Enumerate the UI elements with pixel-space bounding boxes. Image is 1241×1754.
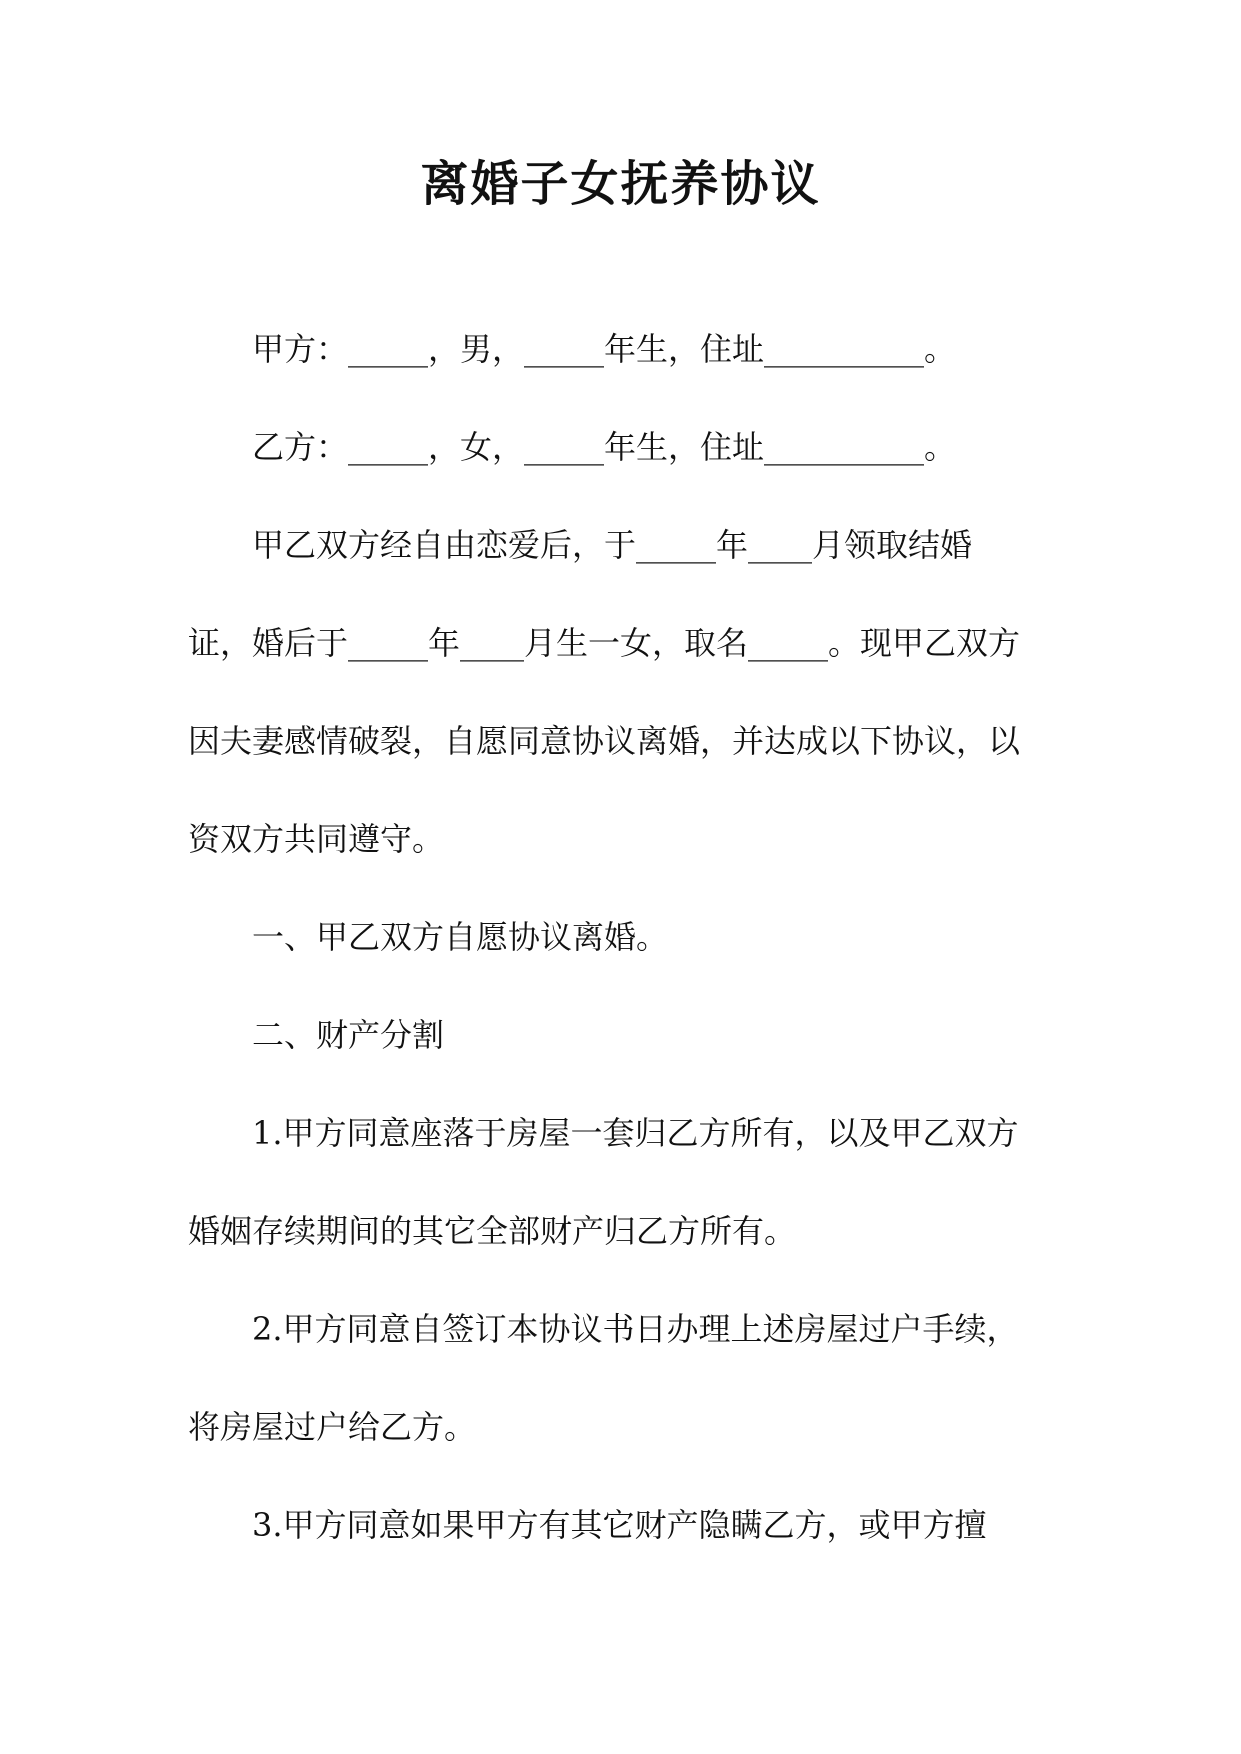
clause-2-item-2: 2.甲方同意自签订本协议书日办理上述房屋过户手续，将房屋过户给乙方。 — [188, 1310, 1019, 1446]
party-a-line: 甲方：_____，男，_____年生，住址__________。 — [252, 330, 957, 368]
party-b-line: 乙方：_____，女，_____年生，住址__________。 — [252, 428, 957, 466]
document-body — [188, 300, 1030, 1574]
clause-2-heading: 二、财产分割 — [252, 1016, 445, 1054]
clause-2-item-1: 1.甲方同意座落于房屋一套归乙方所有，以及甲乙双方婚姻存续期间的其它全部财产归乙方所有。 — [188, 1114, 1019, 1250]
document-title: 离婚子女抚养协议 — [420, 156, 821, 212]
clause-1-heading: 一、甲乙双方自愿协议离婚。 — [252, 918, 669, 956]
preamble-paragraph: 甲乙双方经自由恋爱后，于_____年____月领取结婚证，婚后于_____年____月生一女，取名_____。现甲乙双方因夫妻感情破裂，自愿同意协议离婚，并达成以下协议，以资双方共同遵守。 — [188, 526, 1021, 858]
clause-2-item-3: 3.甲方同意如果甲方有其它财产隐瞒乙方，或甲方擅 — [252, 1506, 987, 1544]
